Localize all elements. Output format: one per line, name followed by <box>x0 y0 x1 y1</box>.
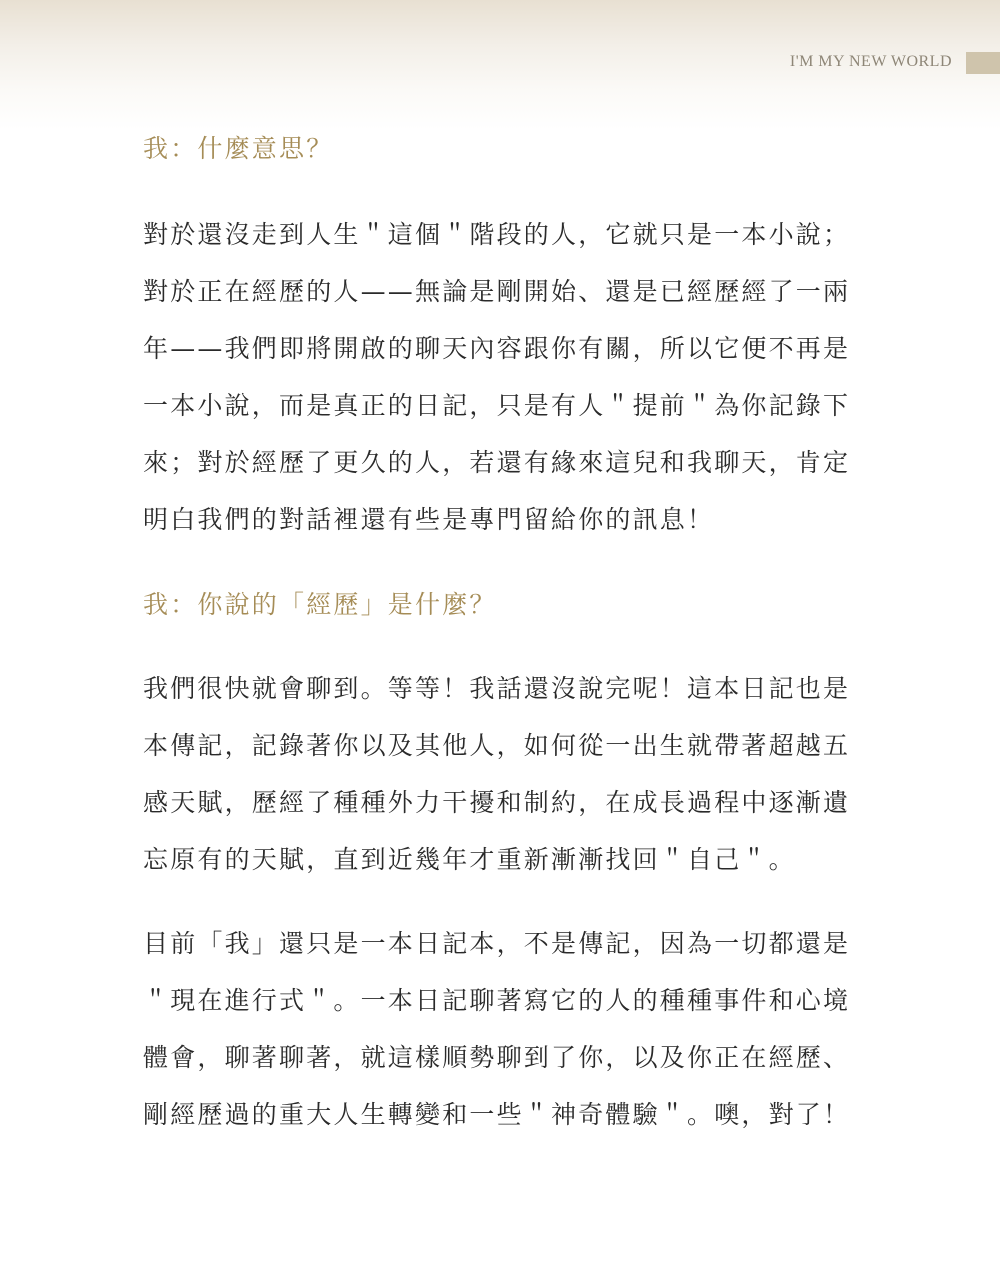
text-line: 本傳記，記錄著你以及其他人，如何從一出生就帶著超越五 <box>143 731 851 760</box>
question-heading: 我：什麼意思？ <box>143 134 334 163</box>
text-line: 對於還沒走到人生＂這個＂階段的人，它就只是一本小說； <box>143 220 851 249</box>
text-line: 剛經歷過的重大人生轉變和一些＂神奇體驗＂。噢，對了！ <box>143 1100 851 1129</box>
text-line: 忘原有的天賦，直到近幾年才重新漸漸找回＂自己＂。 <box>143 845 796 874</box>
running-header: I'M MY NEW WORLD <box>789 53 952 70</box>
text-line: 明白我們的對話裡還有些是專門留給你的訊息！ <box>143 505 715 534</box>
header-tab-marker <box>966 52 1000 74</box>
question-heading: 我：你說的「經歷」是什麼？ <box>143 590 497 619</box>
text-line: 來；對於經歷了更久的人，若還有緣來這兒和我聊天，肯定 <box>143 448 851 477</box>
text-line: ＂現在進行式＂。一本日記聊著寫它的人的種種事件和心境 <box>143 986 851 1015</box>
text-line: 我們很快就會聊到。等等！我話還沒說完呢！這本日記也是 <box>143 674 851 703</box>
text-line: 感天賦，歷經了種種外力干擾和制約，在成長過程中逐漸遺 <box>143 788 851 817</box>
text-line: 對於正在經歷的人——無論是剛開始、還是已經歷經了一兩 <box>143 277 851 306</box>
text-line: 目前「我」還只是一本日記本，不是傳記，因為一切都還是 <box>143 929 851 958</box>
text-line: 年——我們即將開啟的聊天內容跟你有關，所以它便不再是 <box>143 334 851 363</box>
text-line: 體會，聊著聊著，就這樣順勢聊到了你，以及你正在經歷、 <box>143 1043 851 1072</box>
text-line: 一本小說，而是真正的日記，只是有人＂提前＂為你記錄下 <box>143 391 851 420</box>
